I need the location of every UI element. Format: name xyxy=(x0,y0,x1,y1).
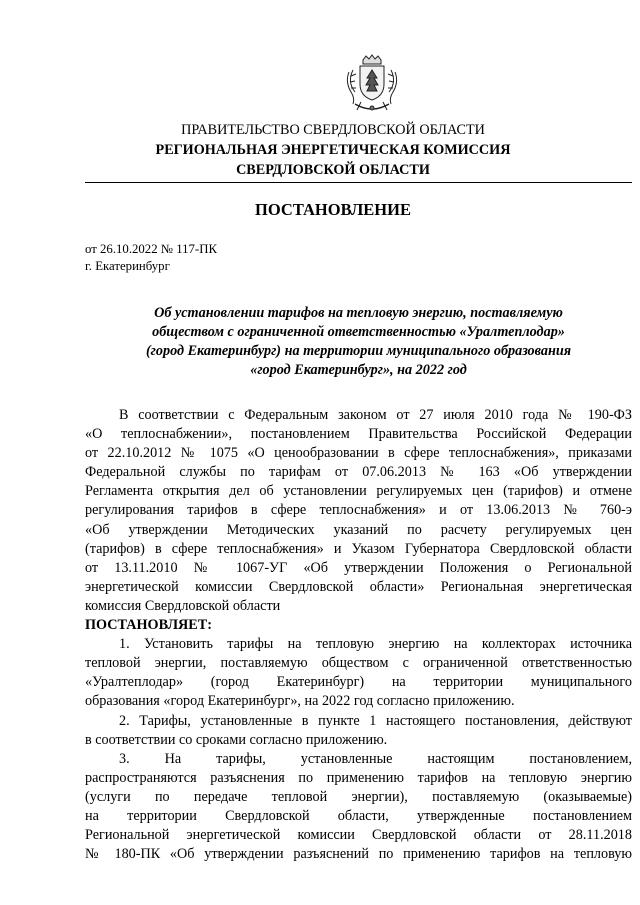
body-line: № 180-ПК «Об утверждении разъяснений по применению тарифов на тепловую xyxy=(85,846,632,863)
body-line: «Об утверждении Методических указаний по расчету регулируемых цен xyxy=(85,521,632,538)
subject-line: Об установлении тарифов на тепловую энергию, поставляемую xyxy=(154,305,563,321)
body-line: (услуги по передаче тепловой энергии), поставляемую (оказываемые) xyxy=(85,788,632,805)
body-line: от 13.11.2010 № 1067-УГ «Об утверждении Положения о Региональной xyxy=(85,559,632,576)
resolves-heading: ПОСТАНОВЛЯЕТ: xyxy=(85,617,212,634)
document-date-number: от 26.10.2022 № 117-ПК xyxy=(85,242,217,256)
body-line: комиссия Свердловской области xyxy=(85,597,281,614)
header-region: СВЕРДЛОВСКОЙ ОБЛАСТИ xyxy=(236,162,430,178)
document-city: г. Екатеринбург xyxy=(85,259,170,273)
body-line: 2. Тарифы, установленные в пункте 1 настоящего постановления, действуют xyxy=(119,712,632,729)
body-line: в соответствии со сроками согласно приложению. xyxy=(85,731,388,748)
subject-line: обществом с ограниченной ответственностью «Уралтеплодар» xyxy=(152,324,565,340)
document-body xyxy=(85,406,632,864)
body-line: регулирования тарифов в сфере теплоснабжения» и от 13.06.2013 № 760-э xyxy=(85,502,632,519)
header-divider xyxy=(85,182,632,183)
body-line: 3. На тарифы, установленные настоящим постановлением, xyxy=(119,750,632,767)
document-subject xyxy=(85,304,632,380)
subject-line: «город Екатеринбург», на 2022 год xyxy=(250,362,467,378)
body-line: образования «город Екатеринбург», на 2022 год согласно приложению. xyxy=(85,693,515,710)
body-line: 1. Установить тарифы на тепловую энергию на коллекторах источника xyxy=(119,636,632,653)
body-line: (тарифов) в сфере теплоснабжения» и Указом Губернатора Свердловской области xyxy=(85,540,632,557)
header-government: ПРАВИТЕЛЬСТВО СВЕРДЛОВСКОЙ ОБЛАСТИ xyxy=(181,122,485,138)
document-type-title: ПОСТАНОВЛЕНИЕ xyxy=(255,200,411,219)
subject-line: (город Екатеринбург) на территории муниципального образования xyxy=(145,343,572,359)
header-commission: РЕГИОНАЛЬНАЯ ЭНЕРГЕТИЧЕСКАЯ КОМИССИЯ xyxy=(155,142,511,158)
body-line: энергетической комиссии Свердловской области» Региональная энергетическая xyxy=(85,578,632,595)
body-line: Региональной энергетической комиссии Свердловской области от 28.11.2018 xyxy=(85,827,632,844)
coat-of-arms-icon xyxy=(341,54,403,116)
body-line: Регламента открытия дел об установлении регулируемых цен (тарифов) и отмене xyxy=(85,483,632,500)
body-line: на территории Свердловской области, утвержденные постановлением xyxy=(85,807,632,824)
body-line: распространяются разъяснения по применению тарифов на тепловую энергию xyxy=(85,769,632,786)
body-line: «О теплоснабжении», постановлением Правительства Российской Федерации xyxy=(85,426,632,443)
body-line: от 22.10.2012 № 1075 «О ценообразовании в сфере теплоснабжения», приказами xyxy=(85,445,632,462)
body-line: тепловой энергии, поставляемую обществом с ограниченной ответственностью xyxy=(85,655,632,672)
body-line: «Уралтеплодар» (город Екатеринбург) на территории муниципального xyxy=(85,674,632,691)
body-line: Федеральной службы по тарифам от 07.06.2013 № 163 «Об утверждении xyxy=(85,464,632,481)
body-line: В соответствии с Федеральным законом от 27 июля 2010 года № 190-ФЗ xyxy=(119,407,632,423)
